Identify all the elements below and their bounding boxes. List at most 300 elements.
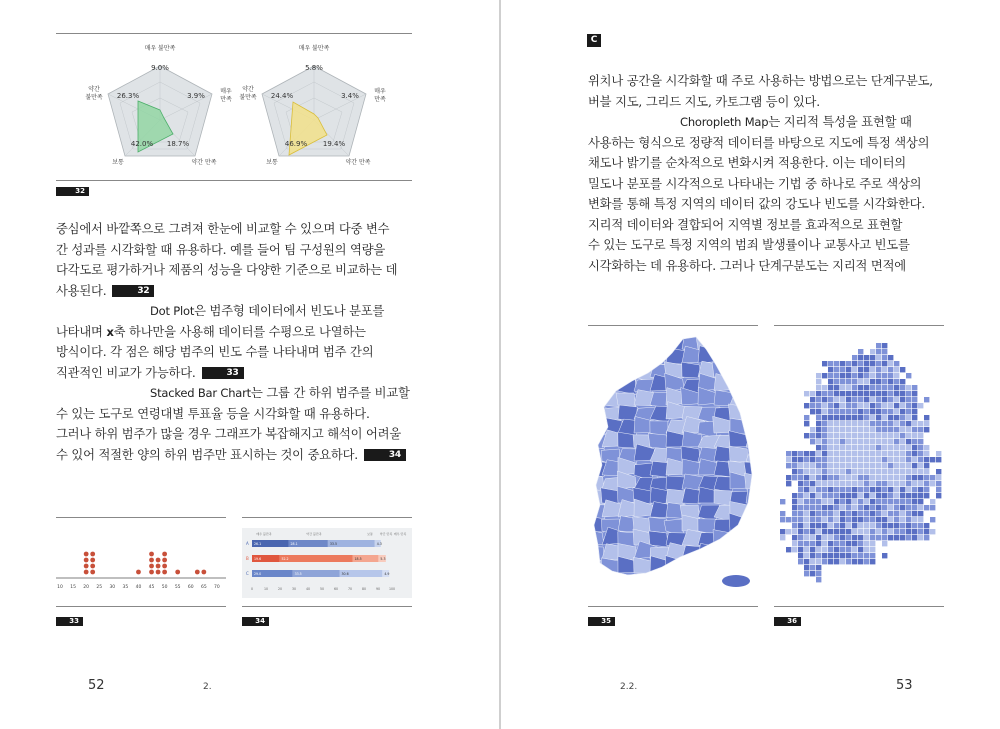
grid-map-cell [816, 571, 821, 576]
grid-map-cell [870, 523, 875, 528]
grid-map-cell [804, 529, 809, 534]
stacked-bar-row-label: B [246, 556, 249, 561]
grid-map-cell [840, 373, 845, 378]
grid-map-cell [918, 517, 923, 522]
grid-map-cell [804, 559, 809, 564]
grid-map-cell [834, 427, 839, 432]
grid-map-cell [816, 457, 821, 462]
grid-map-cell [912, 499, 917, 504]
grid-map-cell [822, 487, 827, 492]
grid-map-cell [864, 487, 869, 492]
grid-map-cell [864, 523, 869, 528]
grid-map-cell [804, 457, 809, 462]
grid-map-cell [870, 415, 875, 420]
grid-map-cell [846, 379, 851, 384]
grid-map-cell [852, 361, 857, 366]
stacked-bar-header-label: 보통 [367, 532, 373, 536]
grid-map-cell [804, 511, 809, 516]
grid-map-cell [852, 403, 857, 408]
grid-map-cell [864, 409, 869, 414]
grid-map-cell [924, 505, 929, 510]
choropleth-region [602, 574, 623, 590]
grid-map-cell [900, 385, 905, 390]
grid-map-cell [864, 493, 869, 498]
grid-map-cell [924, 445, 929, 450]
grid-map-cell [924, 535, 929, 540]
grid-map-cell [870, 451, 875, 456]
radar-chart-figure [56, 38, 412, 178]
text-line: 사용하는 형식으로 정량적 데이터를 바탕으로 지도에 특정 색상의 [588, 135, 930, 150]
choropleth-region [588, 388, 607, 405]
grid-map-cell [792, 457, 797, 462]
grid-map-cell [816, 409, 821, 414]
grid-map-cell [882, 535, 887, 540]
grid-map-cell [888, 445, 893, 450]
grid-map-cell [870, 361, 875, 366]
grid-map-cell [834, 367, 839, 372]
grid-map-cell [924, 397, 929, 402]
dot-plot-dots [84, 552, 206, 575]
stacked-bar-axis-tick: 0 [250, 587, 254, 591]
grid-map-cell [786, 457, 791, 462]
stacked-bar-header-label: 약간 불만족 [306, 532, 322, 536]
grid-map-cell [858, 559, 863, 564]
grid-map-cell [834, 457, 839, 462]
grid-map-cell [822, 397, 827, 402]
grid-map-cell [876, 415, 881, 420]
grid-map-cell [870, 481, 875, 486]
grid-map-cell [900, 403, 905, 408]
grid-map-cell [798, 535, 803, 540]
grid-map-cell [876, 343, 881, 348]
grid-map-cell [870, 547, 875, 552]
term-dot-plot: Dot Plot [150, 304, 195, 318]
grid-map-cell [804, 475, 809, 480]
grid-map-cell [810, 493, 815, 498]
grid-map-cell [852, 559, 857, 564]
dot-mark [156, 564, 161, 569]
grid-map-cell [918, 427, 923, 432]
grid-map-cell [882, 355, 887, 360]
grid-map-cell [870, 535, 875, 540]
grid-map-cell [840, 457, 845, 462]
term-stacked-bar: Stacked Bar Chart [150, 386, 251, 400]
inline-tag-34: 34 [364, 449, 406, 461]
stacked-bar-axis-tick: 50 [319, 587, 325, 591]
grid-map-cell [852, 469, 857, 474]
grid-map-cell [828, 517, 833, 522]
left-page [0, 0, 499, 729]
radar-1-label-top: 매우 불만족 [144, 45, 176, 52]
dot-axis-tick: 35 [122, 585, 129, 590]
grid-map-cell [876, 433, 881, 438]
grid-map-cell [930, 499, 935, 504]
grid-map-cell [864, 463, 869, 468]
grid-map-cell [864, 403, 869, 408]
grid-map-cell [834, 433, 839, 438]
grid-map-cell [876, 379, 881, 384]
choropleth-region [665, 556, 684, 573]
choropleth-regions [588, 335, 758, 593]
grid-map-cell [876, 523, 881, 528]
grid-map-cell [798, 541, 803, 546]
grid-map-cell [882, 385, 887, 390]
grid-map-cell [840, 481, 845, 486]
page-number-left: 52 [88, 678, 105, 693]
grid-map-cell [798, 499, 803, 504]
grid-map-cell [858, 355, 863, 360]
grid-map-cell [822, 463, 827, 468]
grid-map-cell [936, 481, 941, 486]
grid-map-cell [816, 433, 821, 438]
grid-map-cell [924, 451, 929, 456]
grid-map-cell [870, 379, 875, 384]
grid-map-cell [912, 523, 917, 528]
choropleth-region [649, 531, 668, 547]
grid-map-cell [834, 391, 839, 396]
stacked-bar-axis-tick: 20 [277, 587, 283, 591]
grid-map-cell [870, 469, 875, 474]
grid-map-cell [840, 361, 845, 366]
grid-map-cell [828, 475, 833, 480]
grid-map-cell [882, 427, 887, 432]
grid-map-cell [894, 415, 899, 420]
grid-map-cell [858, 487, 863, 492]
grid-map-cell [930, 457, 935, 462]
text-line: 위치나 공간을 시각화할 때 주로 사용하는 방법으로는 단계구분도, [588, 74, 933, 88]
grid-map-cell [828, 373, 833, 378]
grid-map-cell [858, 541, 863, 546]
grid-map-cell [876, 451, 881, 456]
grid-map-cell [792, 475, 797, 480]
grid-map-cell [822, 493, 827, 498]
grid-map-cell [798, 487, 803, 492]
grid-map-cell [912, 433, 917, 438]
choropleth-region [730, 546, 751, 562]
grid-map-cell [864, 397, 869, 402]
grid-map-cell [876, 535, 881, 540]
grid-map-cell [900, 469, 905, 474]
radar-1-label-right-1: 매우 [220, 88, 232, 95]
grid-map-cell [786, 529, 791, 534]
radar-1-label-left-2: 불만족 [85, 94, 103, 101]
grid-map-cell [810, 535, 815, 540]
grid-map-cell [918, 469, 923, 474]
text-line: 방식이다. 각 점은 해당 범주의 빈도 수를 나타내며 범주 간의 [56, 345, 374, 359]
grid-map-cell [876, 499, 881, 504]
grid-map-cell [828, 379, 833, 384]
grid-map-cell [858, 403, 863, 408]
grid-map-cell [822, 535, 827, 540]
grid-map-cell [816, 481, 821, 486]
grid-map-cell [858, 427, 863, 432]
grid-map-cell [894, 463, 899, 468]
text-line-term [56, 383, 410, 404]
grid-map-cell [930, 475, 935, 480]
grid-map-cell [900, 517, 905, 522]
text-line-term [56, 301, 410, 322]
grid-map-cell [882, 403, 887, 408]
grid-map-cell [834, 361, 839, 366]
grid-map-cell [864, 373, 869, 378]
text-fragment: 은 범주형 데이터에서 빈도나 분포를 [194, 304, 385, 318]
grid-map-cell [822, 529, 827, 534]
grid-map-cell [876, 373, 881, 378]
choropleth-region [746, 415, 758, 433]
radar-1-value-bottom-right: 18.7% [166, 140, 190, 148]
grid-map-cell [846, 499, 851, 504]
dot-mark [90, 558, 95, 563]
grid-map-cell [870, 487, 875, 492]
grid-map-cell [834, 541, 839, 546]
grid-map-cell [924, 475, 929, 480]
grid-map-cell [864, 511, 869, 516]
grid-map-cell [840, 559, 845, 564]
grid-map-cell [816, 541, 821, 546]
grid-map-cell [840, 391, 845, 396]
grid-map-cell [918, 451, 923, 456]
grid-map-cell [870, 475, 875, 480]
text-fragment: 나타내며 [56, 324, 107, 339]
grid-map-cell [846, 421, 851, 426]
grid-map-cell [894, 391, 899, 396]
grid-map-cell [804, 553, 809, 558]
grid-map-cell [876, 355, 881, 360]
dot-mark [162, 558, 167, 563]
stacked-bar-segment [279, 555, 352, 562]
grid-map-cell [852, 445, 857, 450]
grid-map-cell [822, 361, 827, 366]
grid-map-cell [822, 499, 827, 504]
grid-map-cell [912, 529, 917, 534]
grid-map-cell [792, 499, 797, 504]
choropleth-region [588, 349, 610, 365]
grid-map-cell [918, 475, 923, 480]
grid-map-cell [828, 427, 833, 432]
grid-map-cell [822, 475, 827, 480]
grid-map-cell [918, 487, 923, 492]
section-label-left: 2. [203, 682, 212, 692]
grid-map-cell [816, 577, 821, 582]
choropleth-region [666, 575, 685, 592]
grid-map-cell [840, 409, 845, 414]
grid-map-cell [858, 409, 863, 414]
grid-map-cell [822, 433, 827, 438]
grid-map-cell [822, 481, 827, 486]
inline-tag-32: 32 [112, 285, 154, 297]
grid-map-cell [786, 451, 791, 456]
grid-map-cell [828, 529, 833, 534]
choropleth-region [730, 560, 750, 576]
grid-map-cell [912, 439, 917, 444]
choropleth-region [729, 446, 748, 462]
grid-map-cell [936, 469, 941, 474]
grid-map-cell [816, 547, 821, 552]
radar-1-label-bottom-right: 약간 만족 [191, 159, 217, 166]
grid-map-cell [798, 463, 803, 468]
grid-map-cell [822, 385, 827, 390]
grid-map-cell [816, 487, 821, 492]
radar-1-label-left-1: 약간 [88, 86, 100, 93]
choropleth-map [588, 335, 758, 597]
grid-map-cell [906, 529, 911, 534]
grid-map-cell [900, 439, 905, 444]
grid-map-cell [888, 439, 893, 444]
grid-map-cell [828, 469, 833, 474]
grid-map-cell [834, 463, 839, 468]
radar-2-label-left-1: 약간 [242, 86, 254, 93]
grid-map-cell [900, 511, 905, 516]
grid-map-cell [906, 511, 911, 516]
grid-map-cell [822, 511, 827, 516]
grid-map-cell [870, 403, 875, 408]
grid-map-cell [918, 493, 923, 498]
grid-map-cell [918, 463, 923, 468]
choropleth-region [617, 337, 636, 354]
choropleth-region [650, 575, 672, 592]
grid-map-cell [858, 367, 863, 372]
stacked-bar-row-label: C [246, 571, 249, 576]
grid-map-cell [858, 481, 863, 486]
grid-map-cell [834, 385, 839, 390]
dot-axis-tick: 25 [96, 585, 103, 590]
grid-map-cell [888, 367, 893, 372]
grid-map-cell [822, 559, 827, 564]
grid-map-cell [894, 535, 899, 540]
grid-map-cell [804, 499, 809, 504]
stacked-bar-segment-value: 19.6 [254, 557, 262, 561]
grid-map-cell [900, 409, 905, 414]
grid-map-cell [894, 511, 899, 516]
grid-map-cell [798, 505, 803, 510]
grid-map-cell [804, 487, 809, 492]
radar-2-label-right-2: 만족 [374, 96, 386, 103]
stacked-bar-segment-value: 18.5 [354, 557, 362, 561]
grid-map-cell [906, 439, 911, 444]
grid-map-cell [906, 523, 911, 528]
grid-map-cell [804, 505, 809, 510]
dot-mark [90, 552, 95, 557]
grid-map-cell [864, 355, 869, 360]
grid-map-cell [798, 559, 803, 564]
stacked-bar-header-label: 약간 만족 [379, 532, 393, 536]
grid-map-cell [840, 421, 845, 426]
grid-map-cell [858, 373, 863, 378]
grid-map-cell [906, 499, 911, 504]
grid-map-cell [804, 415, 809, 420]
dot-mark [162, 552, 167, 557]
grid-map-cell [804, 451, 809, 456]
grid-map-cell [828, 553, 833, 558]
grid-map-cell [870, 433, 875, 438]
grid-map-cell [882, 379, 887, 384]
choropleth-region [746, 518, 758, 534]
grid-map-cell [858, 547, 863, 552]
grid-map-cell [858, 463, 863, 468]
grid-map-cell [840, 505, 845, 510]
grid-map-cell [906, 517, 911, 522]
grid-map-cell [906, 433, 911, 438]
grid-map-cell [852, 541, 857, 546]
grid-map-cell [918, 403, 923, 408]
choropleth-region [698, 346, 718, 363]
grid-map-cell [810, 511, 815, 516]
grid-map-cell [828, 559, 833, 564]
grid-map-cell [846, 457, 851, 462]
dot-mark [156, 570, 161, 575]
grid-map-cell [798, 523, 803, 528]
grid-map-cell [858, 361, 863, 366]
grid-map-cell [912, 421, 917, 426]
grid-map-cell [828, 463, 833, 468]
grid-map-cell [804, 463, 809, 468]
stacked-bar-segment-value: 4.3 [376, 542, 382, 546]
grid-map-cell [882, 469, 887, 474]
choropleth-region [682, 575, 704, 593]
grid-map-cell [870, 373, 875, 378]
grid-map-cell [876, 457, 881, 462]
text-line [56, 322, 410, 343]
grid-map-cell [786, 475, 791, 480]
dot-mark [149, 552, 154, 557]
grid-map-cell [852, 499, 857, 504]
grid-map-cell [834, 505, 839, 510]
choropleth-region [746, 533, 758, 550]
grid-map-cell [882, 433, 887, 438]
grid-map-cell [846, 397, 851, 402]
choropleth-region [746, 406, 758, 422]
grid-map-cell [918, 529, 923, 534]
grid-map-cell [822, 391, 827, 396]
grid-map-cell [864, 379, 869, 384]
grid-map-cell [852, 553, 857, 558]
grid-map-cell [780, 517, 785, 522]
radar-2-value-bottom-left: 46.9% [284, 140, 308, 148]
grid-map-cell [792, 505, 797, 510]
grid-map-cell [924, 523, 929, 528]
grid-map-cell [828, 505, 833, 510]
grid-map-cell [894, 451, 899, 456]
grid-map-cell [882, 481, 887, 486]
dot-mark [201, 570, 206, 575]
grid-map-cell [936, 451, 941, 456]
grid-map-cell [792, 451, 797, 456]
grid-map-cell [858, 391, 863, 396]
grid-map-cell [816, 505, 821, 510]
dot-axis-tick: 45 [148, 585, 155, 590]
grid-map-cell [882, 367, 887, 372]
grid-map-cell [882, 361, 887, 366]
grid-map-cell [810, 517, 815, 522]
grid-map-cell [804, 571, 809, 576]
grid-map-cell [798, 457, 803, 462]
grid-map-cell [834, 493, 839, 498]
choropleth-region [746, 559, 758, 575]
grid-map-cell [888, 433, 893, 438]
dot-plot-top-rule [56, 517, 226, 518]
grid-map-cell [876, 463, 881, 468]
grid-map-cell [834, 397, 839, 402]
text-line-with-tag [56, 445, 410, 466]
grid-map-cell [846, 439, 851, 444]
grid-map-cell [924, 463, 929, 468]
grid-map-cell [906, 481, 911, 486]
grid-map-cell [906, 397, 911, 402]
grid-map-cell [846, 391, 851, 396]
text-fragment: 는 지리적 특성을 표현할 때 [768, 115, 912, 129]
dot-axis-tick: 15 [70, 585, 76, 590]
grid-map-cell [858, 523, 863, 528]
